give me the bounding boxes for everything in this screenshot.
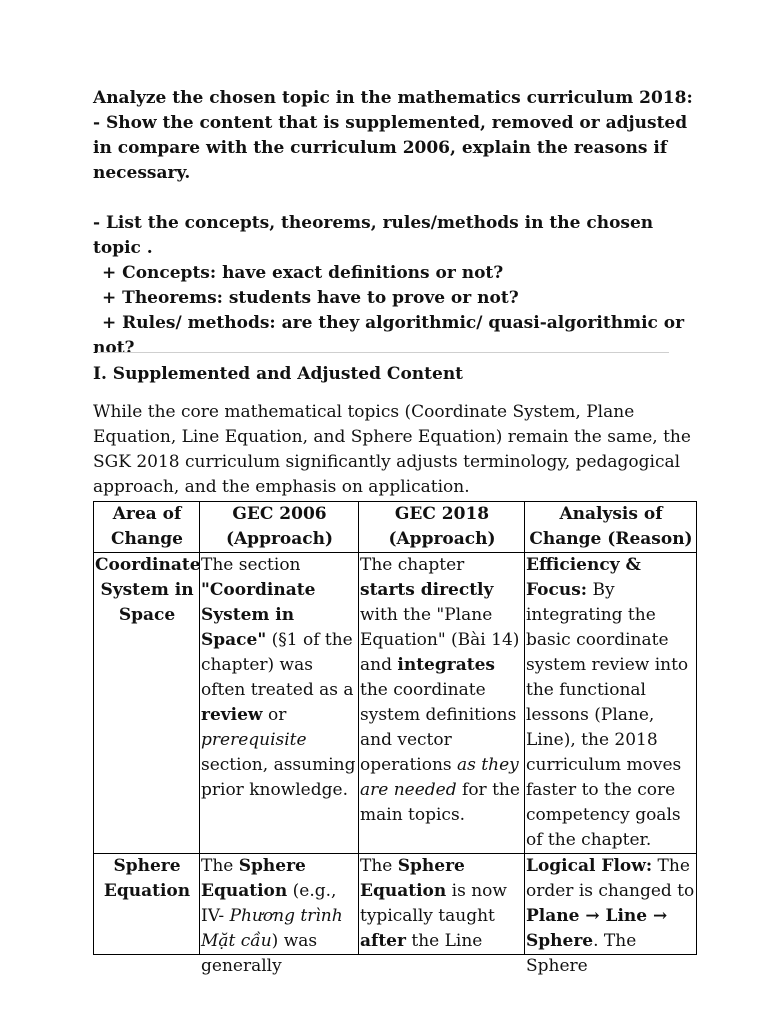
text-run: the coordinate system definitions and vector operations [360,680,517,775]
italic-run: prerequisite [201,730,307,750]
text-run: with the "Plane Equation" (Bài 14) and [360,605,520,675]
text-run: or [262,705,287,725]
bold-run: integrates [397,655,495,675]
text-run: ) was generally [201,931,318,976]
text-run: The order is changed to [526,856,695,901]
text-run: By integrating the basic coordinate system review into the functional lessons (Plane, Line), the 2018 curriculum moves faster to the core competency goals of the chapter. [526,580,689,850]
text-run: the Line [405,931,483,951]
text-run: The section [201,555,301,575]
header-gec-2006: GEC 2006 (Approach) [200,502,359,553]
bold-run: starts directly [360,580,494,600]
section-heading: I. Supplemented and Adjusted Content [93,364,464,384]
prompt-bullet-rules-text: + Rules/ methods: are they algorithmic/ quasi-algorithmic or not? [93,313,685,358]
bold-run: Efficiency & Focus: [526,555,641,600]
section-lead-paragraph: While the core mathematical topics (Coordinate System, Plane Equation, Line Equation, and Sphere Equation) remain the same, the SGK 2018 curriculum significantly adjusts terminology, pedagogical approach, and the emphasis on application. [93,402,691,497]
row-area-sphere-equation [94,854,200,955]
italic-run: Phương trình Mặt cầu [201,906,343,951]
text-run: section, assuming prior knowledge. [201,755,356,800]
bold-run: Sphere Equation [201,856,306,901]
text-run: . The Sphere [526,931,637,976]
text-run: (§1 of the chapter) was often treated as a [201,630,354,700]
text-run: The chapter [360,555,465,575]
cell-gec-2018 [359,553,525,854]
table-row [94,553,697,854]
bold-run: Logical Flow: [526,856,653,876]
cell-content [360,854,524,954]
cell-analysis [525,854,697,976]
prompt-bullet-theorems: + Theorems: students have to prove or not? [102,288,519,308]
table-header-row [94,502,697,553]
row-area-coordinate-system: Coordinate System in Space [94,553,200,854]
prompt-bullet-concepts: + Concepts: have exact definitions or not? [102,263,504,283]
cell-gec-2018 [359,854,525,955]
text-run: for the main topics. [360,780,520,825]
cell-analysis [525,553,697,854]
prompt-bullet-rules [93,311,693,361]
cell-content [201,854,358,976]
bold-run: Sphere Equation [360,856,465,901]
prompt-line-2: - Show the content that is supplemented, removed or adjusted in compare with the curriculum 2006, explain the reasons if necessary. [93,113,688,183]
text-run: (e.g., IV- [201,881,337,926]
area-label: Sphere Equation [103,856,191,901]
header-analysis: Analysis of Change (Reason) [525,502,697,553]
bold-run: after [360,931,406,951]
prompt-line-1: Analyze the chosen topic in the mathematics curriculum 2018: [93,88,693,108]
text-run: is now typically taught [360,881,507,926]
prompt-line-3: - List the concepts, theorems, rules/methods in the chosen topic . [93,213,654,258]
prompt-spacer [93,186,693,211]
header-area-of-change: Area of Change [94,502,200,553]
bold-run: review [201,705,263,725]
comparison-table [93,501,697,976]
bold-run: Plane → Line → Sphere [526,906,668,951]
table-row [94,854,697,955]
header-gec-2018: GEC 2018 (Approach) [359,502,525,553]
text-run: The [201,856,239,876]
cell-gec-2006 [200,553,359,854]
cell-gec-2006 [200,854,359,976]
text-run: The [360,856,398,876]
assignment-prompt [93,86,693,361]
bold-run: "Coordinate System in Space" [201,580,316,650]
section-divider [97,352,669,353]
italic-run: as they are needed [360,755,519,800]
cell-content [526,854,696,976]
